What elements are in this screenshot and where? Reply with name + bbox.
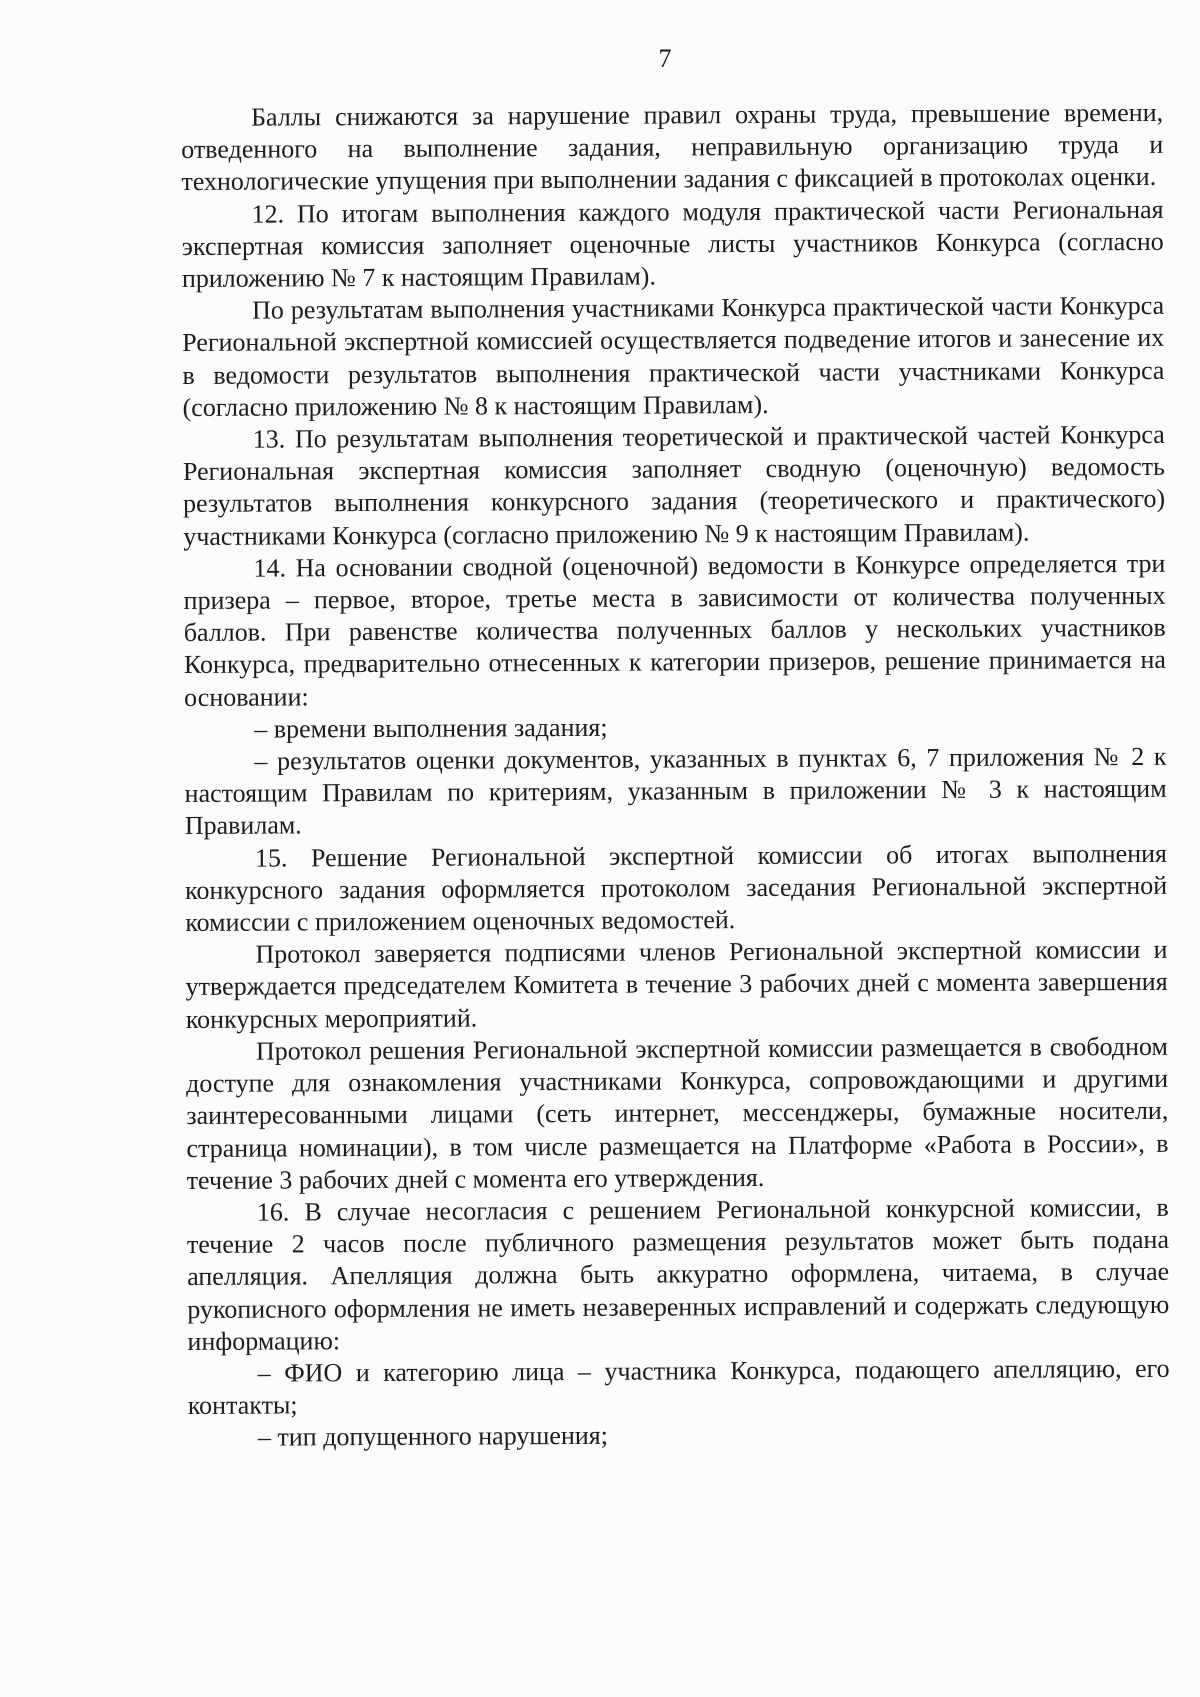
page-number: 7 — [658, 44, 672, 73]
list-item-documents: – результатов оценки документов, указанных в пунктах 6, 7 приложения № 2 к настоящим Правилам по критериям, указанным в приложении № 3 к настоящим Правилам. — [184, 741, 1167, 841]
paragraph-item-14: 14. На основании сводной (оценочной) ведомости в Конкурсе определяется три призера – первое, второе, третье места в зависимости от количества полученных баллов. При равенстве количества полученных баллов у нескольких участников Конкурса, предварительно отнесенных к категории призеров, решение принимается на основании: — [183, 548, 1167, 712]
document-body — [181, 97, 1170, 1455]
list-item-violation-type: – тип допущенного нарушения; — [257, 1421, 608, 1452]
paragraph-protocol-signing: Протокол заверяется подписями членов Региональной экспертной комиссии и утверждается председателем Комитета в течение 3 рабочих дней с момента завершения конкурсных мероприятий. — [185, 935, 1168, 1034]
list-item-fio: – ФИО и категорию лица – участника Конкурса, подающего апелляцию, его контакты; — [187, 1353, 1170, 1421]
paragraph-practical-results: По результатам выполнения участниками Конкурса практической части Конкурса Региональной экспертной комиссией осуществляется подведение итогов и занесение их в ведомости результатов выполнения практической части участниками Конкурса (согласно приложению № 8 к настоящим Правилам). — [182, 291, 1165, 422]
paragraph-protocol-publication: Протокол решения Региональной экспертной комиссии размещается в свободном доступе для ознакомления участниками Конкурса, сопровождающими и другими заинтересованными лицами (сеть интернет, мессенджеры, бумажные носители, страница номинации), в том числе размещается на Платформе «Работа в России», в течение 3 рабочих дней с момента его утверждения. — [186, 1031, 1169, 1195]
paragraph-item-12: 12. По итогам выполнения каждого модуля практической части Региональная экспертная комиссия заполняет оценочные листы участников Конкурса (согласно приложению № 7 к настоящим Правилам). — [181, 194, 1164, 294]
paragraph-item-13: 13. По результатам выполнения теоретической и практической частей Конкурса Региональная экспертная комиссия заполняет сводную (оценочную) ведомость результатов выполнения конкурсного задания (теоретического и практического) участниками Конкурса (согласно приложению № 9 к настоящим Правилам). — [182, 419, 1166, 551]
paragraph-item-15: 15. Решение Региональной экспертной комиссии об итогах выполнения конкурсного задания оформляется протоколом заседания Региональной экспертной комиссии с приложением оценочных ведомостей. — [185, 838, 1168, 938]
list-item-time: – времени выполнения задания; — [254, 712, 608, 744]
paragraph-item-16: 16. В случае несогласия с решением Региональной конкурсной комиссии, в течение 2 часов после публичного размещения результатов может быть подана апелляция. Апелляция должна быть аккуратно оформлена, читаема, в случае рукописного оформления не иметь незаверенных исправлений и содержать следующую информацию: — [186, 1192, 1170, 1356]
paragraph-scoring-penalties: Баллы снижаются за нарушение правил охраны труда, превышение времени, отведенного на выполнение задания, неправильную организацию труда и технологические упущения при выполнении задания с фиксацией в протоколах оценки. — [181, 97, 1164, 197]
